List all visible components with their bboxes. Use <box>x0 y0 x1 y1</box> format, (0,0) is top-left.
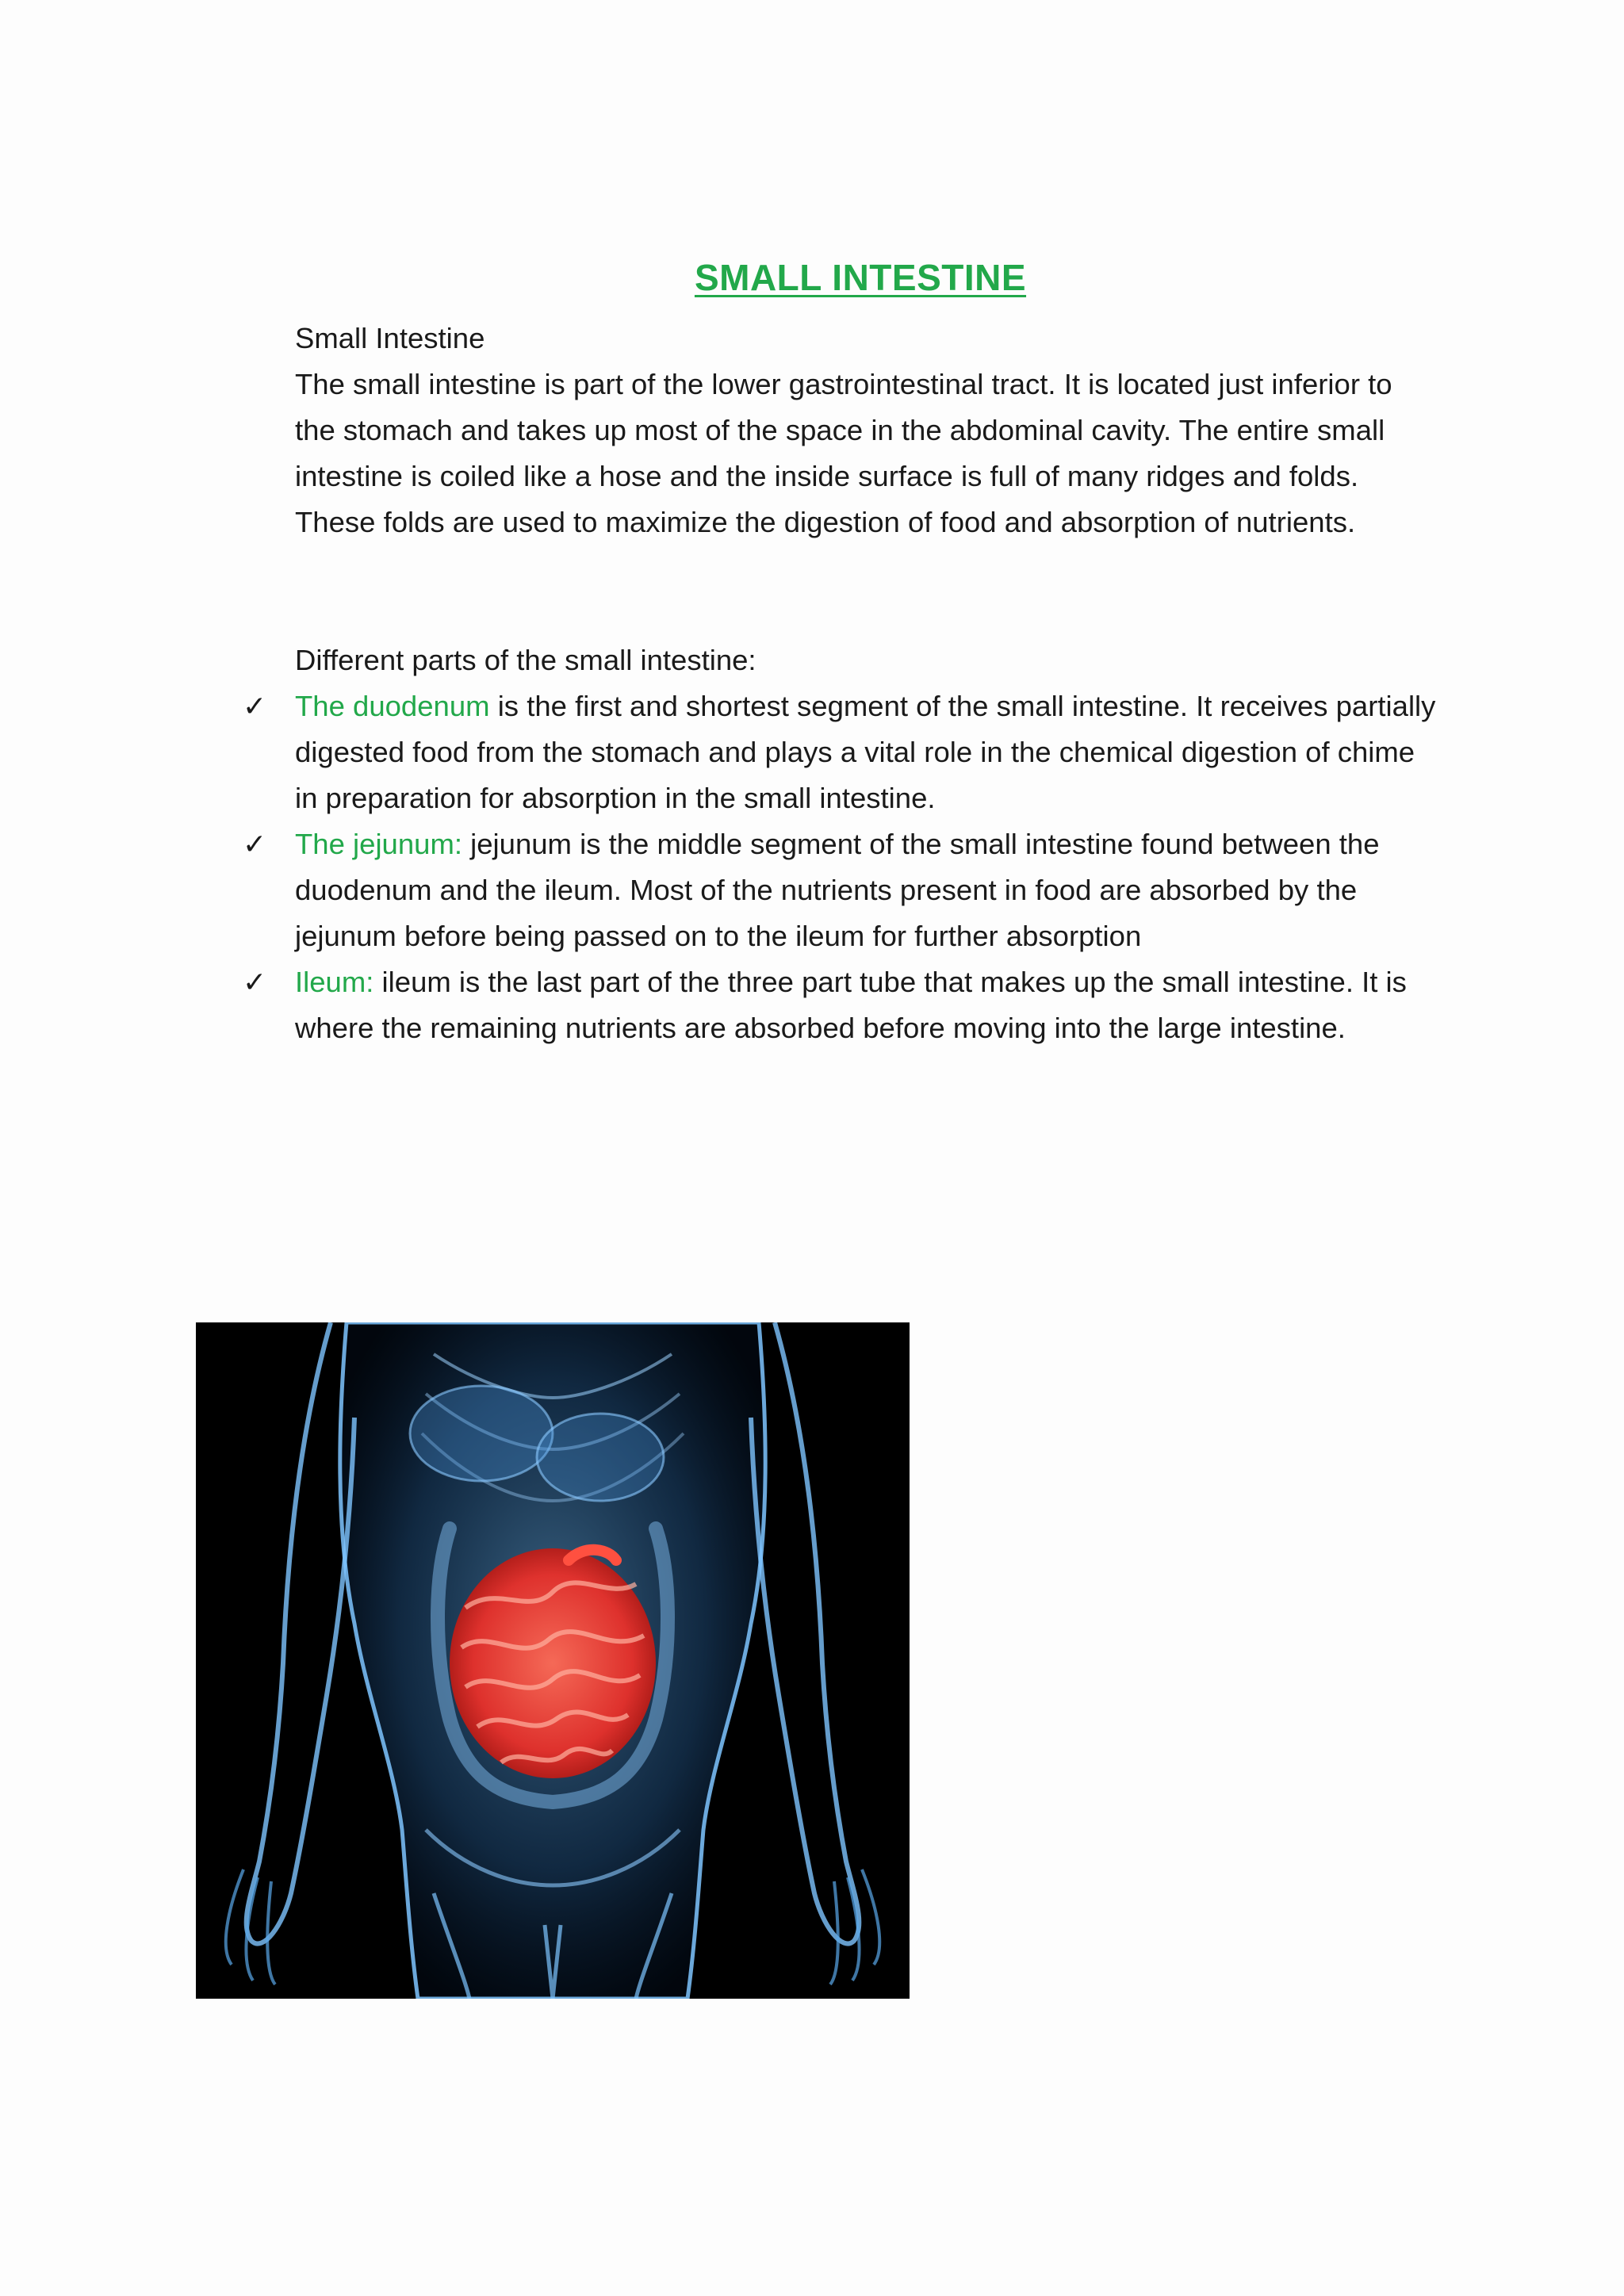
liver-shape <box>410 1386 553 1481</box>
list-item-ileum <box>0 959 1437 1051</box>
intro-paragraph: The small intestine is part of the lower gastrointestinal tract. It is located just inferior to the stomach and takes up most of the space in the abdominal cavity. The entire small intestine is coiled like a hose and the inside surface is full of many ridges and folds. These folds are used to maximize the digestion of food and absorption of nutrients. <box>295 368 1392 538</box>
check-mark-icon: ✓ <box>243 690 267 722</box>
term-jejunum: The jejunum: <box>295 828 462 860</box>
stomach-shape <box>537 1414 664 1501</box>
parts-list <box>0 683 1624 1051</box>
description-jejunum: jejunum is the middle segment of the small intestine found between the duodenum and the ileum. Most of the nutrients present in food are absorbed by the jejunum before being passed on to the ileum for further absorption <box>295 828 1380 952</box>
list-item-duodenum <box>0 683 1437 821</box>
check-mark-icon: ✓ <box>243 828 267 860</box>
term-duodenum: The duodenum <box>295 690 490 722</box>
description-duodenum: is the first and shortest segment of the small intestine. It receives partially digested food from the stomach and plays a vital role in the chemical digestion of chime in preparation for absorption in the small intestine. <box>295 690 1436 814</box>
subheading: Small Intestine <box>295 322 485 354</box>
right-arm <box>751 1322 859 1944</box>
page-title: SMALL INTESTINE <box>694 257 1027 298</box>
term-ileum: Ileum: <box>295 966 374 998</box>
small-intestine-anatomy-image <box>196 1322 910 1999</box>
check-mark-icon: ✓ <box>243 966 267 998</box>
left-arm <box>247 1322 354 1944</box>
small-intestine-coils <box>450 1548 656 1778</box>
list-item-jejunum <box>0 821 1437 959</box>
description-ileum: ileum is the last part of the three part tube that makes up the small intestine. It is where the remaining nutrients are absorbed before moving into the large intestine. <box>295 966 1407 1044</box>
anatomy-illustration <box>196 1322 910 1999</box>
parts-heading: Different parts of the small intestine: <box>295 644 756 676</box>
